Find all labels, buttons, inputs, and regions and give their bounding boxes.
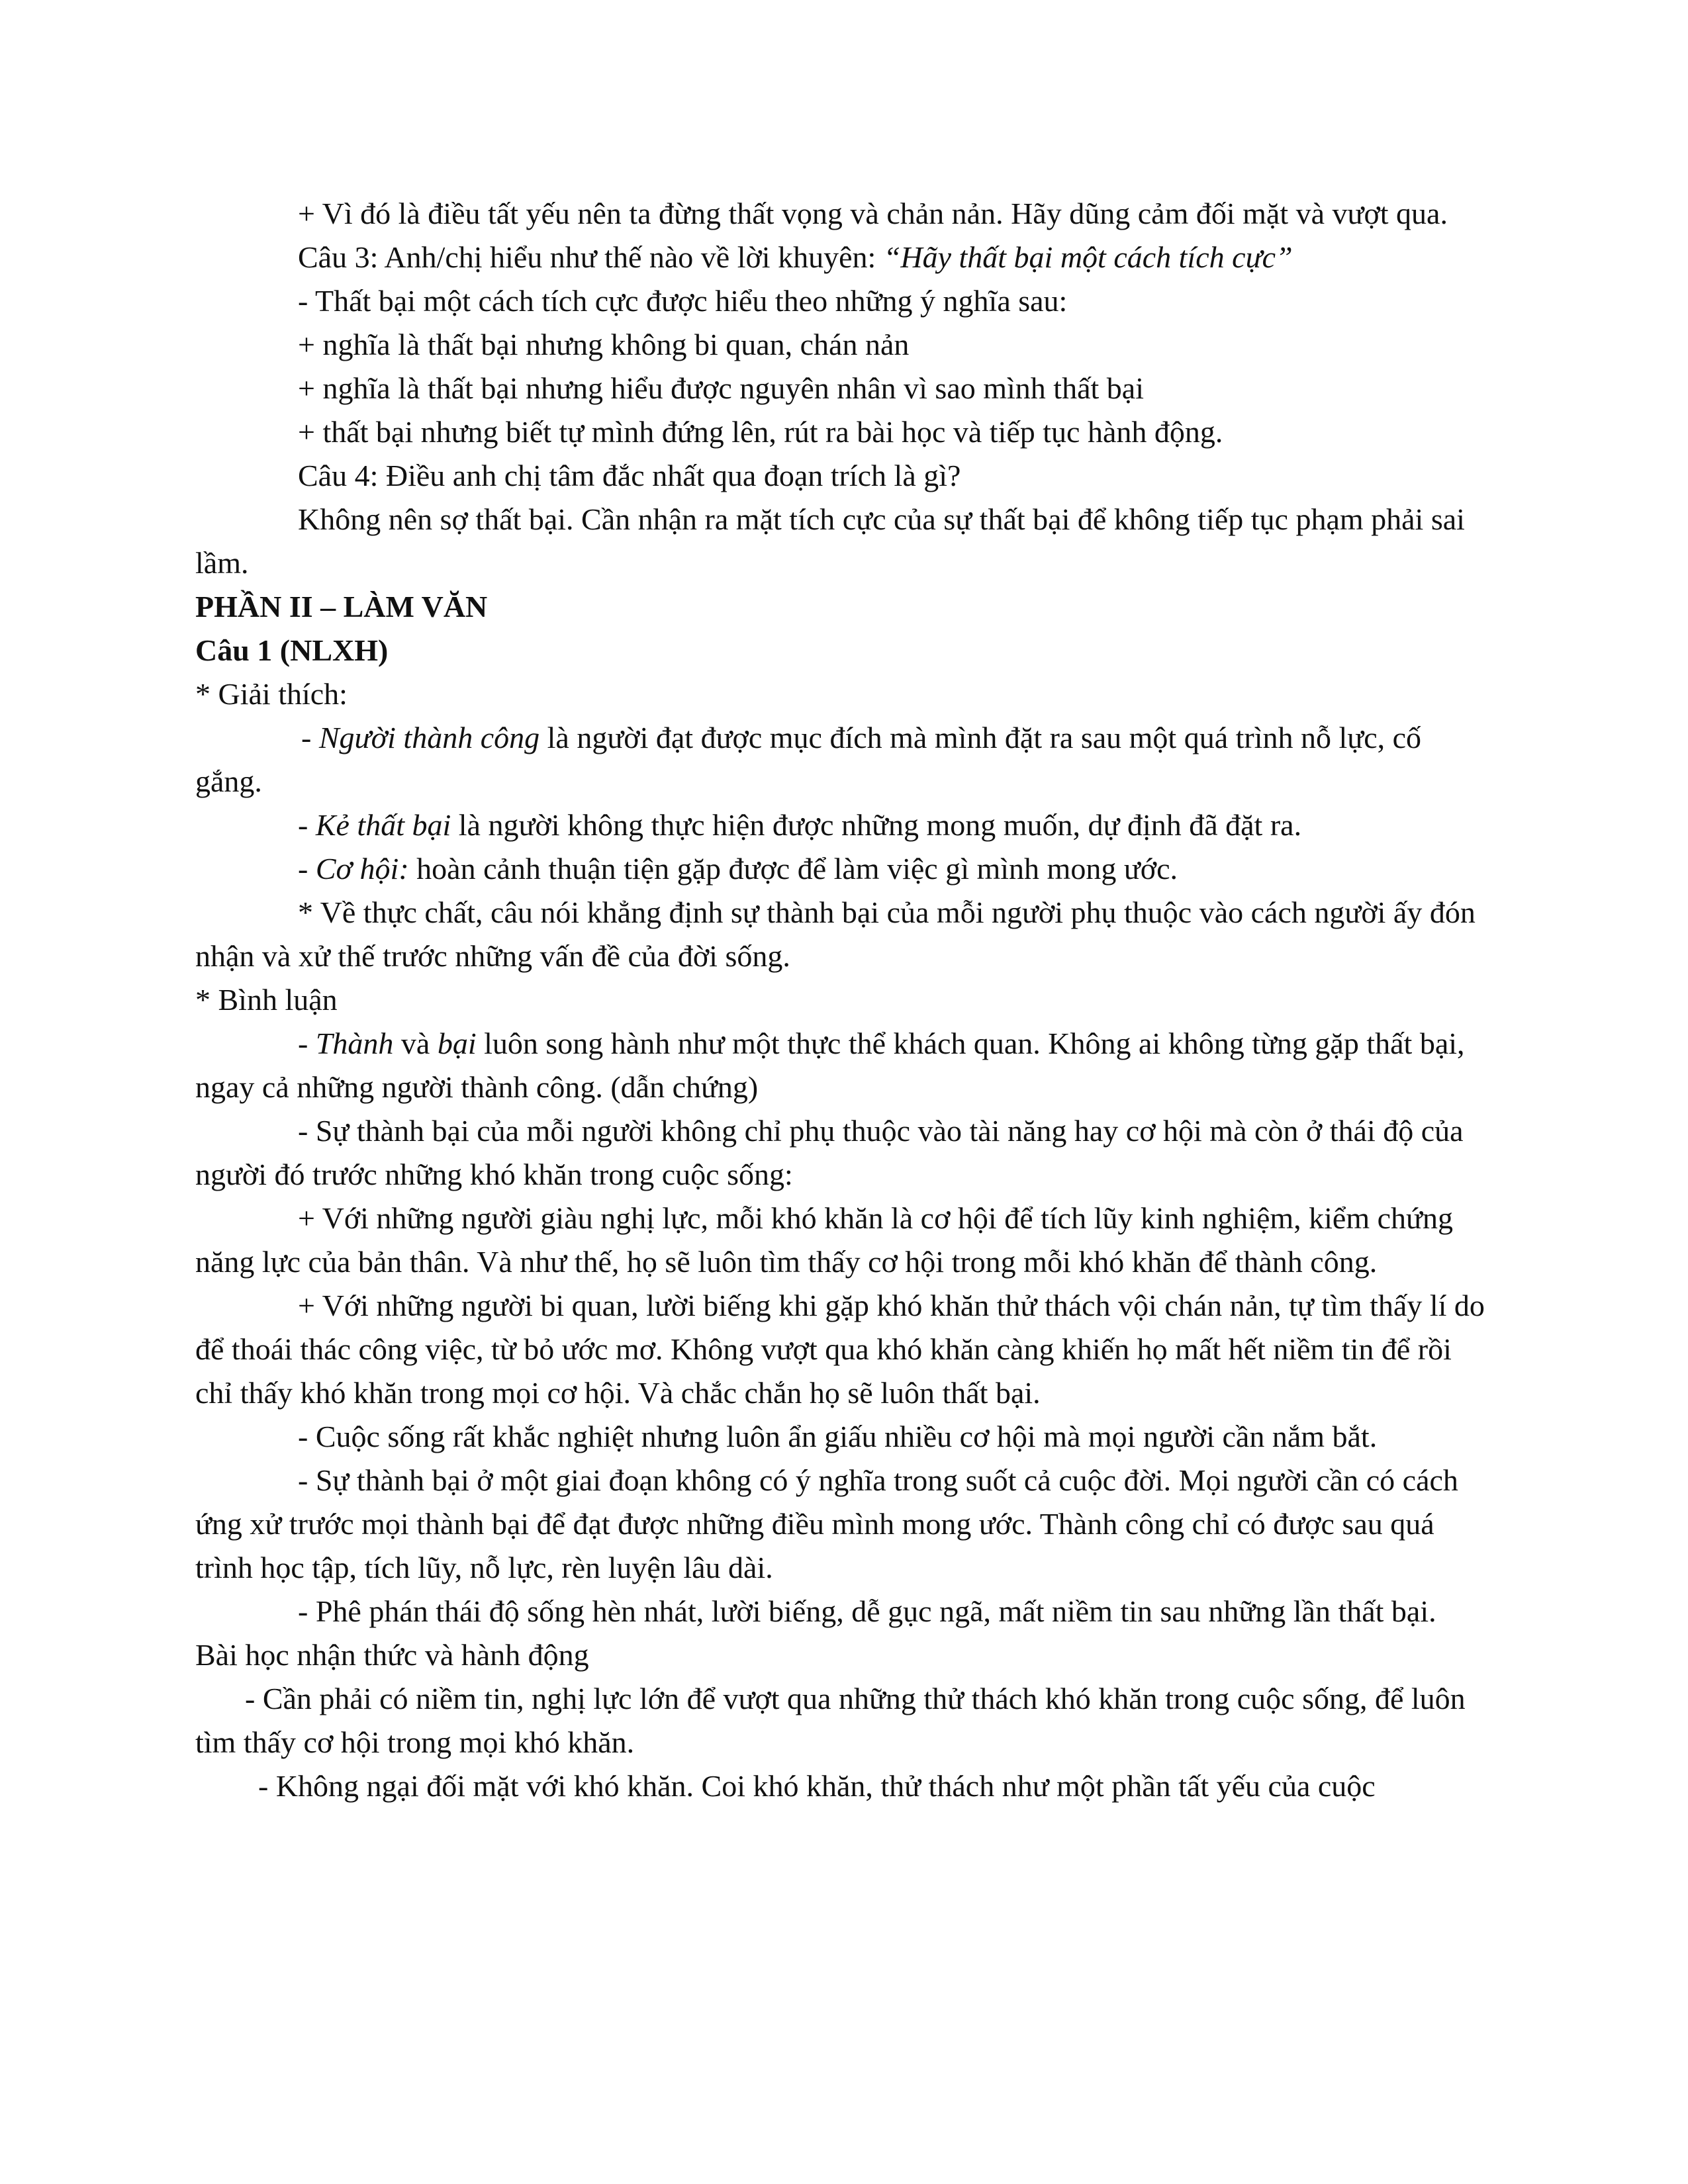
text-run: Bài học nhận thức và hành động bbox=[195, 1638, 589, 1672]
paragraph bbox=[195, 1677, 1493, 1764]
italic-text: Cơ hội: bbox=[315, 852, 409, 886]
text-run: - Không ngại đối mặt với khó khăn. Coi khó khăn, thử thách như một phần tất yếu của cuộc bbox=[258, 1769, 1376, 1803]
paragraph bbox=[195, 1590, 1493, 1633]
text-run: - bbox=[298, 808, 316, 842]
paragraph bbox=[195, 236, 1493, 279]
paragraph bbox=[195, 803, 1493, 847]
paragraph bbox=[195, 716, 1493, 803]
text-run: + nghĩa là thất bại nhưng hiểu được nguyên nhân vì sao mình thất bại bbox=[298, 371, 1144, 405]
text-run: - Thất bại một cách tích cực được hiểu theo những ý nghĩa sau: bbox=[298, 284, 1068, 318]
text-run: - bbox=[301, 721, 319, 754]
text-run: - Sự thành bại của mỗi người không chỉ phụ thuộc vào tài năng hay cơ hội mà còn ở thái độ của người đó trước những khó khăn trong cuộc sống: bbox=[195, 1114, 1464, 1191]
text-run: - Cần phải có niềm tin, nghị lực lớn để vượt qua những thử thách khó khăn trong cuộc sống, để luôn tìm thấy cơ hội trong mọi khó khăn. bbox=[195, 1682, 1466, 1759]
text-run: - Sự thành bại ở một giai đoạn không có ý nghĩa trong suốt cả cuộc đời. Mọi người cần có cách ứng xử trước mọi thành bại để đạt được những điều mình mong ước. Thành công chỉ có được sau quá trình học tập, tích lũy, nỗ lực, rèn luyện lâu dài. bbox=[195, 1463, 1458, 1584]
text-run: là người không thực hiện được những mong muốn, dự định đã đặt ra. bbox=[451, 808, 1302, 842]
text-run: * Bình luận bbox=[195, 983, 338, 1017]
text-run: * Về thực chất, câu nói khẳng định sự thành bại của mỗi người phụ thuộc vào cách người ấy đón nhận và xử thế trước những vấn đề của đời sống. bbox=[195, 895, 1476, 973]
italic-text: “Hãy thất bại một cách tích cực” bbox=[883, 240, 1293, 274]
text-run: Câu 3: Anh/chị hiểu như thế nào về lời khuyên: bbox=[298, 240, 884, 274]
text-run: Câu 4: Điều anh chị tâm đắc nhất qua đoạn trích là gì? bbox=[298, 459, 961, 492]
text-run: - bbox=[298, 852, 316, 886]
text-run: luôn song hành như một thực thể khách quan. Không ai không từng gặp thất bại, ngay cả những người thành công. (dẫn chứng) bbox=[195, 1026, 1465, 1104]
paragraph bbox=[195, 498, 1493, 585]
text-run: - Phê phán thái độ sống hèn nhát, lười biếng, dễ gục ngã, mất niềm tin sau những lần thất bại. bbox=[298, 1594, 1436, 1628]
text-run: + Với những người bi quan, lười biếng khi gặp khó khăn thử thách vội chán nản, tự tìm thấy lí do để thoái thác công việc, từ bỏ ước mơ. Không vượt qua khó khăn càng khiến họ mất hết niềm tin để rồi chỉ thấy khó khăn trong mọi cơ hội. Và chắc chắn họ sẽ luôn thất bại. bbox=[195, 1289, 1485, 1410]
paragraph bbox=[195, 454, 1493, 498]
paragraph bbox=[195, 672, 1493, 716]
text-run: - bbox=[298, 1026, 316, 1060]
text-run: Không nên sợ thất bại. Cần nhận ra mặt tích cực của sự thất bại để không tiếp tục phạm phải sai lầm. bbox=[195, 502, 1465, 580]
paragraph bbox=[195, 1415, 1493, 1459]
section-heading bbox=[195, 629, 1493, 672]
text-run: + nghĩa là thất bại nhưng không bi quan, chán nản bbox=[298, 328, 910, 361]
text-run: PHẦN II – LÀM VĂN bbox=[195, 590, 488, 623]
text-run: + thất bại nhưng biết tự mình đứng lên, rút ra bài học và tiếp tục hành động. bbox=[298, 415, 1223, 449]
paragraph bbox=[195, 1022, 1493, 1109]
paragraph bbox=[195, 279, 1493, 323]
paragraph bbox=[195, 891, 1493, 978]
text-run: + Vì đó là điều tất yếu nên ta đừng thất vọng và chản nản. Hãy dũng cảm đối mặt và vượt qua. bbox=[298, 197, 1448, 230]
text-run: * Giải thích: bbox=[195, 677, 348, 711]
document-page bbox=[195, 192, 1493, 1808]
paragraph bbox=[195, 978, 1493, 1022]
italic-text: Kẻ thất bại bbox=[315, 808, 451, 842]
paragraph bbox=[195, 1633, 1493, 1677]
text-run: + Với những người giàu nghị lực, mỗi khó khăn là cơ hội để tích lũy kinh nghiệm, kiểm chứng năng lực của bản thân. Và như thế, họ sẽ luôn tìm thấy cơ hội trong mỗi khó khăn để thành công. bbox=[195, 1201, 1453, 1279]
paragraph bbox=[195, 1459, 1493, 1590]
paragraph bbox=[195, 192, 1493, 236]
text-run: - Cuộc sống rất khắc nghiệt nhưng luôn ẩn giấu nhiều cơ hội mà mọi người cần nắm bắt. bbox=[298, 1420, 1378, 1453]
italic-text: Thành bbox=[315, 1026, 394, 1060]
paragraph bbox=[195, 1109, 1493, 1197]
section-heading bbox=[195, 585, 1493, 629]
paragraph bbox=[195, 1197, 1493, 1284]
paragraph bbox=[195, 1764, 1493, 1808]
paragraph bbox=[195, 410, 1493, 454]
italic-text: bại bbox=[437, 1026, 477, 1060]
paragraph bbox=[195, 1284, 1493, 1415]
text-run: và bbox=[393, 1026, 438, 1060]
text-run: là người đạt được mục đích mà mình đặt ra sau một quá trình nỗ lực, cố gắng. bbox=[195, 721, 1422, 798]
text-run: Câu 1 (NLXH) bbox=[195, 633, 389, 667]
text-run: hoàn cảnh thuận tiện gặp được để làm việc gì mình mong ước. bbox=[408, 852, 1178, 886]
paragraph bbox=[195, 847, 1493, 891]
paragraph bbox=[195, 323, 1493, 367]
italic-text: Người thành công bbox=[318, 721, 540, 754]
paragraph bbox=[195, 367, 1493, 410]
